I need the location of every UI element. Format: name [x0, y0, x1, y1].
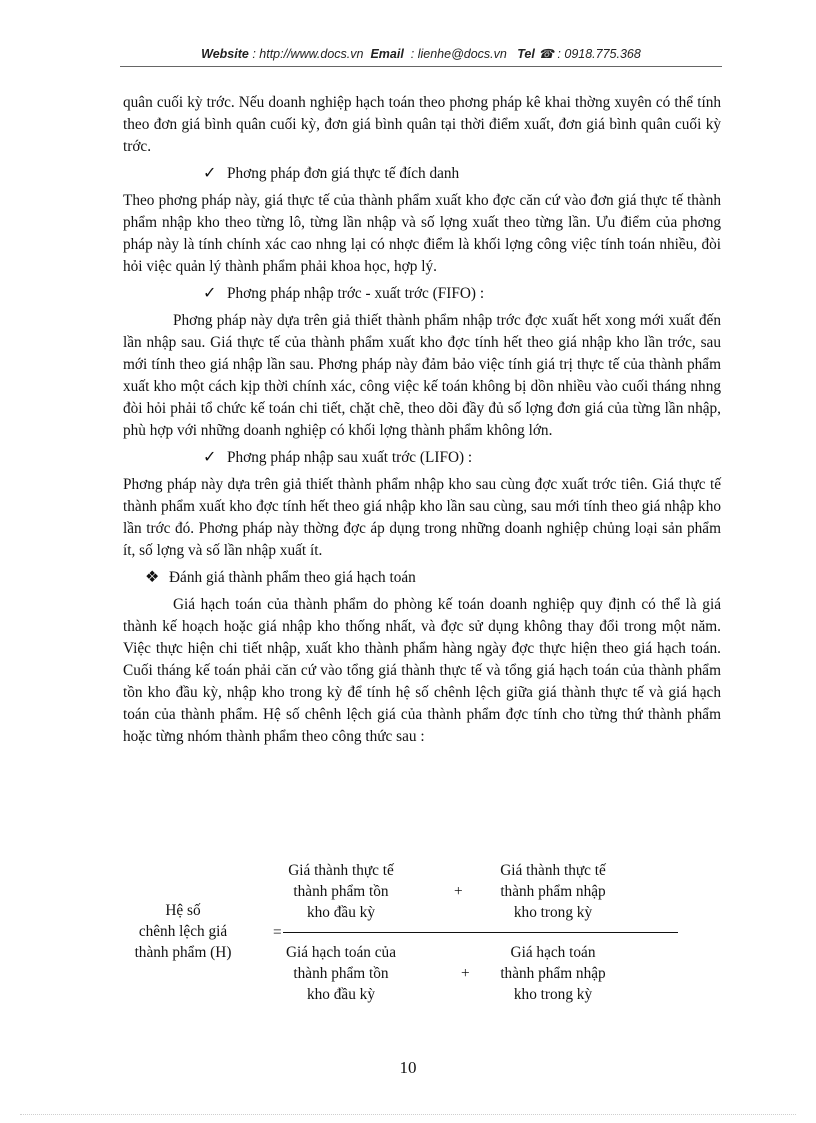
term-line: kho trong kỳ [513, 904, 593, 921]
denominator-received-accounting [473, 942, 633, 1005]
numerator-received-actual [473, 860, 633, 923]
term-line: thành phẩm nhập [500, 883, 606, 900]
page-bottom-border [20, 1114, 796, 1115]
fraction-bar [283, 932, 678, 933]
term-line: Giá thành thực tế [288, 862, 394, 879]
bullet-specific-identification [123, 163, 721, 185]
email-label: Email [370, 47, 404, 61]
checkmark-icon: ✓ [203, 165, 217, 182]
bullet-label: Phơng pháp nhập sau xuất trớc (LIFO) : [227, 449, 473, 466]
term-line: Giá thành thực tế [500, 862, 606, 879]
plus-sign: + [454, 883, 463, 900]
formula-equals: = [273, 924, 282, 941]
tel-value: : 0918.775.368 [557, 47, 641, 61]
formula-lhs-line: thành phẩm (H) [134, 944, 232, 961]
paragraph-specific-identification: Theo phơng pháp này, giá thực tế của thành phẩm xuất kho đợc căn cứ vào đơn giá thực tế thành phẩm nhập kho theo từng lô, từng lần nhập và số lợng xuất theo từng lần. Ưu điểm của phơng pháp này là tính chính xác cao nhng lại có nhợc điểm là khối lợng công việc tính toán nhiều, đòi hỏi việc quản lý thành phẩm phải khoa học, hợp lý. [123, 192, 721, 275]
term-line: kho trong kỳ [513, 986, 593, 1003]
term-line: kho đầu kỳ [307, 986, 375, 1003]
term-line: thành phẩm tồn [293, 883, 389, 900]
bullet-fifo [123, 283, 721, 305]
bullet-label: Phơng pháp nhập trớc - xuất trớc (FIFO) : [227, 285, 485, 302]
paragraph-accounting-price: Giá hạch toán của thành phẩm do phòng kế toán doanh nghiệp quy định có thể là giá thành kế hoạch hoặc giá nhập kho thống nhất, và đợc sử dụng không thay đổi trong một năm. Việc thực hiện chi tiết nhập, xuất kho thành phẩm hàng ngày đợc thực hiện theo giá hạch toán. Cuối tháng kế toán phải căn cứ vào tổng giá thành thực tế và tổng giá hạch toán của thành phẩm tồn kho đầu kỳ, nhập kho trong kỳ để tính hệ số chênh lệch giữa giá thành thực tế và giá hạch toán của thành phẩm. Hệ số chênh lệch giá của thành phẩm đợc tính cho từng thứ thành phẩm hoặc từng nhóm thành phẩm theo công thức sau : [123, 596, 721, 745]
bullet-label: Đánh giá thành phẩm theo giá hạch toán [169, 569, 416, 586]
website-label: Website [201, 47, 249, 61]
header-rule [120, 66, 722, 67]
bullet-label: Phơng pháp đơn giá thực tế đích danh [227, 165, 460, 182]
paragraph-lifo: Phơng pháp này dựa trên giả thiết thành phẩm nhập kho sau cùng đợc xuất trớc tiên. Giá thực tế thành phẩm xuất kho đợc tính hết theo giá nhập kho lần sau cùng, sau mới tính theo giá nhập kho lần trớc đó. Phơng pháp này thờng đợc áp dụng trong những doanh nghiệp chủng loại sản phẩm ít, số lợng và số lần nhập xuất ít. [123, 476, 721, 559]
body-text [123, 92, 721, 748]
denominator-opening-accounting [261, 942, 421, 1005]
term-line: Giá hạch toán [510, 944, 596, 961]
formula-lhs [123, 900, 243, 963]
checkmark-icon: ✓ [203, 285, 217, 302]
diamond-bullet-icon: ❖ [145, 569, 160, 586]
numerator-opening-actual [261, 860, 421, 923]
bullet-lifo [123, 447, 721, 469]
bullet-accounting-price [123, 567, 721, 589]
tel-label: Tel [517, 47, 535, 61]
page-header [120, 46, 722, 61]
formula-lhs-line: Hệ số [165, 902, 201, 919]
plus-sign: + [461, 965, 470, 982]
checkmark-icon: ✓ [203, 449, 217, 466]
term-line: thành phẩm nhập [500, 965, 606, 982]
coefficient-formula [123, 858, 723, 1008]
formula-lhs-line: chênh lệch giá [138, 923, 228, 940]
page-number: 10 [399, 1058, 417, 1077]
term-line: thành phẩm tồn [293, 965, 389, 982]
website-url[interactable]: : http://www.docs.vn [252, 47, 364, 61]
email-value[interactable]: : lienhe@docs.vn [410, 47, 507, 61]
paragraph-fifo: Phơng pháp này dựa trên giả thiết thành phẩm nhập trớc đợc xuất hết xong mới xuất đến lần nhập sau. Giá thực tế của thành phẩm xuất kho đợc tính hết theo giá nhập kho lần trớc, sau mới tính theo giá nhập lần sau. Phơng pháp này đảm bảo việc tính giá trị thực tế của thành phẩm xuất kho một cách kịp thời chính xác, công việc kế toán không bị dồn nhiều vào cuối tháng nhng đòi hỏi phải tổ chức kế toán chi tiết, chặt chẽ, theo dõi đầy đủ số lợng đơn giá của từng lần nhập, phù hợp với những doanh nghiệp có khối lợng thành phẩm không lớn. [123, 312, 721, 439]
term-line: kho đầu kỳ [307, 904, 375, 921]
phone-icon: ☎ [538, 47, 554, 61]
paragraph-intro: quân cuối kỳ trớc. Nếu doanh nghiệp hạch toán theo phơng pháp kê khai thờng xuyên có thể tính theo đơn giá bình quân cuối kỳ, đơn giá bình quân tại thời điểm xuất, đơn giá bình quân cuối kỳ trớc. [123, 94, 721, 155]
term-line: Giá hạch toán của [286, 944, 396, 961]
